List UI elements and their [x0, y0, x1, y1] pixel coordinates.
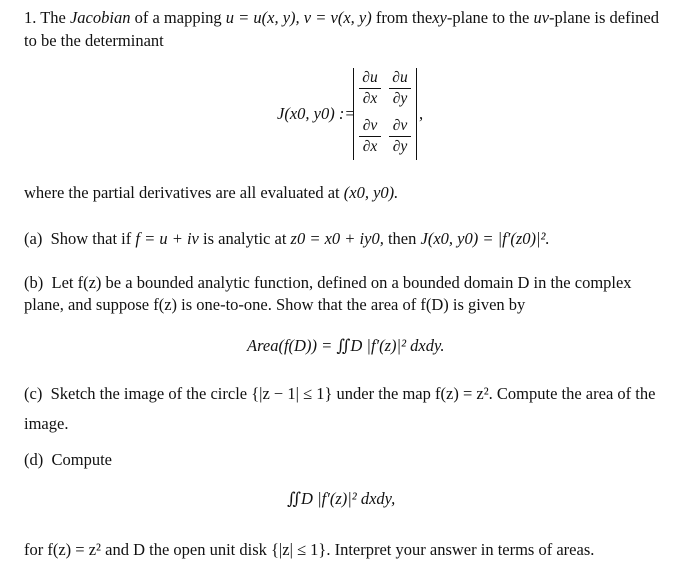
evaluation-point: (x0, y0). — [343, 183, 399, 202]
du-dx-numerator: ∂u — [362, 69, 378, 86]
du-dx-fraction — [357, 70, 383, 107]
dv-dx-denominator: ∂x — [362, 138, 378, 155]
part-c-line-2: image. — [24, 414, 69, 433]
dv-dy-numerator: ∂v — [392, 117, 408, 134]
area-formula — [247, 336, 445, 356]
part-d-line-1 — [24, 450, 112, 470]
dv-dy-denominator: ∂y — [392, 138, 408, 155]
part-d-line-2: for f(z) = z² and D the open unit disk {|z| ≤ 1}. Interpret your answer in terms of areas. — [24, 540, 595, 559]
intro-text-1: The — [40, 8, 66, 27]
problem-number: 1. — [24, 8, 37, 27]
fraction-bar — [359, 136, 381, 137]
where-text: where the partial derivatives are all evaluated at — [24, 183, 340, 202]
problem-intro-line-2: to be the determinant — [24, 31, 164, 50]
part-a-result: J(x0, y0) = |f′(z0)|². — [420, 229, 550, 248]
part-a-f-expression: f = u + iv — [135, 229, 199, 248]
integral-formula-text: ∬D |f′(z)|² dxdy, — [287, 489, 396, 508]
jacobian-lhs — [277, 104, 355, 124]
intro-text-3: from the — [375, 8, 433, 27]
du-dy-denominator: ∂y — [392, 90, 408, 107]
jacobian-determinant — [353, 68, 417, 160]
jacobian-term: Jacobian — [69, 8, 131, 27]
uv-label: uv — [533, 8, 550, 27]
part-d-label: (d) — [24, 450, 44, 469]
matrix-comma: , — [419, 104, 424, 123]
du-dy-fraction — [387, 70, 413, 107]
part-b-text-1: Let f(z) be a bounded analytic function, defined on a bounded domain D in the complex — [51, 273, 632, 292]
dv-dx-fraction — [357, 118, 383, 155]
part-b-line-1 — [24, 273, 632, 293]
part-a — [24, 229, 550, 249]
part-b-label: (b) — [24, 273, 44, 292]
xy-label: xy — [432, 8, 447, 27]
fraction-bar — [389, 88, 411, 89]
mapping-expression: u = u(x, y), v = v(x, y) — [225, 8, 372, 27]
du-dy-numerator: ∂u — [392, 69, 408, 86]
fraction-bar — [389, 136, 411, 137]
intro-text-2: of a mapping — [134, 8, 222, 27]
part-a-text-1: Show that if — [50, 229, 132, 248]
part-c-text-1: Sketch the image of the circle {|z − 1| ≤ 1} under the map f(z) = z². Compute the area of the — [50, 384, 656, 403]
dv-dx-numerator: ∂v — [362, 117, 378, 134]
du-dx-denominator: ∂x — [362, 90, 378, 107]
part-a-text-2: is analytic at — [203, 229, 287, 248]
intro-text-5: -plane is defined — [549, 8, 660, 27]
part-a-label: (a) — [24, 229, 43, 248]
fraction-bar — [359, 88, 381, 89]
where-line — [24, 183, 398, 203]
dv-dy-fraction — [387, 118, 413, 155]
part-a-text-3: then — [387, 229, 417, 248]
part-b-line-2: plane, and suppose f(z) is one-to-one. Show that the area of f(D) is given by — [24, 295, 526, 314]
part-c-label: (c) — [24, 384, 43, 403]
integral-formula — [287, 489, 395, 509]
problem-intro-line — [24, 8, 659, 28]
jacobian-lhs-text: J(x0, y0) := — [277, 104, 356, 123]
part-c-line-1 — [24, 384, 655, 404]
area-formula-text: Area(f(D)) = ∬D |f′(z)|² dxdy. — [247, 336, 445, 355]
part-d-text-1: Compute — [51, 450, 112, 469]
part-a-z0-expression: z0 = x0 + iy0, — [290, 229, 384, 248]
intro-text-4: -plane to the — [446, 8, 530, 27]
